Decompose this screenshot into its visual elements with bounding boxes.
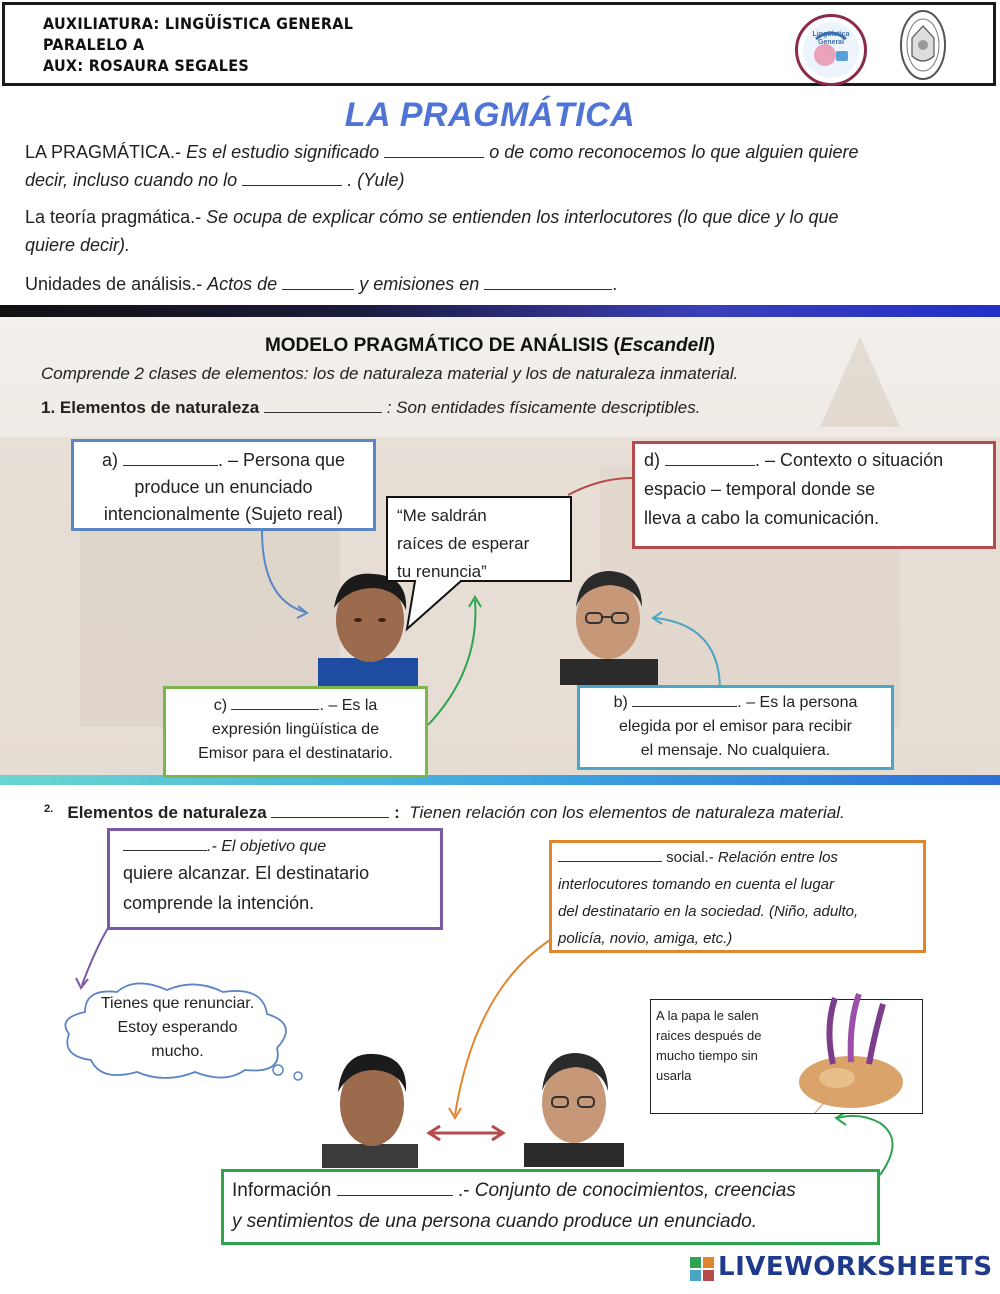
box-b-line3: el mensaje. No cualquiera. — [640, 742, 831, 759]
blank-input[interactable] — [123, 451, 218, 466]
def1-text-c: decir, incluso cuando no lo — [25, 170, 238, 190]
model-subtitle: Comprende 2 clases de elementos: los de naturaleza material y los de naturaleza inmaterial. — [41, 364, 739, 383]
box-d-line1: d) . – Contexto o situación — [644, 450, 944, 470]
header-parallel: PARALELO A — [43, 35, 145, 54]
entorno-box — [632, 441, 996, 549]
box-a-line3: intencionalmente (Sujeto real) — [103, 504, 344, 524]
box-b-line2: elegida por el emisor para recibir — [619, 718, 852, 735]
box-c-line1: c) . – Es la — [213, 697, 378, 714]
informacion-pragmatica-box — [221, 1169, 880, 1245]
blank-input[interactable] — [231, 695, 319, 710]
purple-line2: quiere alcanzar. El destinatario — [123, 863, 370, 883]
purple-line1: .- El objetivo que — [123, 836, 440, 858]
model-heading-close: ) — [708, 335, 716, 356]
def3-text-a: Actos de — [207, 274, 278, 294]
potato-icon — [789, 988, 919, 1113]
speech-bubble-text — [397, 502, 563, 586]
papa-box — [650, 999, 923, 1114]
orange-line4: policía, novio, amiga, etc.) — [558, 930, 733, 947]
def1-text-a: Es el estudio significado — [186, 142, 380, 162]
section2-label: Elementos de naturaleza — [67, 803, 267, 822]
box-c-line3: Emisor para el destinatario. — [198, 745, 393, 762]
model-heading-text: MODELO PRAGMÁTICO DE ANÁLISIS ( — [264, 335, 620, 356]
cloud-line2: Estoy esperando — [117, 1019, 238, 1036]
quote-line1: “Me saldrán — [397, 506, 487, 525]
section2-desc: Tienen relación con los elementos de naturaleza material. — [409, 803, 845, 822]
section1-label: 1. Elementos de naturaleza — [41, 398, 260, 417]
blank-input[interactable] — [558, 847, 662, 862]
green-line1: Información .- Conjunto de conocimientos, creencias — [232, 1180, 796, 1201]
liveworksheets-logo-icon — [690, 1257, 714, 1281]
header-course: AUXILIATURA: LINGÜÍSTICA GENERAL — [43, 14, 354, 33]
blank-input[interactable] — [123, 836, 207, 851]
def3-period: . — [612, 274, 618, 294]
quote-line2: raíces de esperar — [397, 534, 530, 553]
destinatario-box — [577, 685, 894, 770]
blank-input[interactable] — [665, 451, 755, 466]
orange-line2: interlocutores tomando en cuenta el lugar — [558, 876, 835, 893]
purple-line3: comprende la intención. — [123, 893, 315, 913]
quote-line3: tu renuncia” — [397, 562, 487, 581]
def1-text-d: . (Yule) — [347, 170, 405, 190]
def3-label: Unidades de análisis.- — [25, 274, 203, 294]
def1-text-b: o de como reconocemos lo que alguien quiere — [489, 142, 859, 162]
model-heading-author: Escandell — [619, 335, 709, 356]
section1-desc: : Son entidades físicamente descriptibles. — [386, 398, 701, 417]
emisor-photo-2 — [322, 1048, 418, 1168]
cloud-line1: Tienes que renunciar. — [100, 995, 255, 1012]
blank-input[interactable] — [632, 692, 737, 707]
page-title: LA PRAGMÁTICA — [344, 96, 636, 134]
section2-number: 2. — [44, 803, 54, 815]
thought-cloud-text — [75, 992, 280, 1064]
enunciado-box — [163, 686, 428, 778]
cloud-line3: mucho. — [151, 1043, 204, 1060]
blank-input[interactable] — [337, 1181, 453, 1196]
box-d-line2: espacio – temporal donde se — [644, 479, 876, 499]
box-b-line1: b) . – Es la persona — [613, 694, 858, 711]
header-aux: AUX: ROSAURA SEGALES — [43, 56, 249, 75]
destinatario-photo-2 — [524, 1047, 624, 1167]
papa-line1: A la papa le salen — [656, 1008, 759, 1023]
def3-text-b: y emisiones en — [359, 274, 480, 294]
papa-line4: usarla — [656, 1068, 692, 1083]
intencion-box — [107, 828, 443, 930]
box-c-line2: expresión lingüística de — [211, 721, 380, 738]
def2-text-b: quiere decir). — [25, 235, 131, 255]
box-d-line3: lleva a cabo la comunicación. — [644, 508, 880, 528]
orange-line3: del destinatario en la sociedad. (Niño, adulto, — [558, 903, 859, 920]
def1-label: LA PRAGMÁTICA.- — [25, 142, 182, 162]
box-a-line2: produce un enunciado — [134, 477, 313, 497]
green-line2: y sentimientos de una persona cuando produce un enunciado. — [232, 1211, 757, 1232]
orange-line1: social.- Relación entre los — [558, 844, 923, 871]
relacion-social-box — [549, 840, 926, 953]
footer-brand[interactable]: LIVEWORKSHEETS — [718, 1252, 993, 1282]
papa-line2: raices después de — [656, 1028, 762, 1043]
section2-colon: : — [394, 803, 400, 822]
emisor-box — [71, 439, 376, 531]
box-a-line1: a) . – Persona que — [101, 450, 346, 470]
def2-label: La teoría pragmática.- — [25, 207, 202, 227]
def2-text-a: Se ocupa de explicar cómo se entienden los interlocutores (lo que dice y lo que — [206, 207, 839, 227]
papa-line3: mucho tiempo sin — [656, 1048, 758, 1063]
logo-text: Lingüística General — [812, 31, 850, 46]
